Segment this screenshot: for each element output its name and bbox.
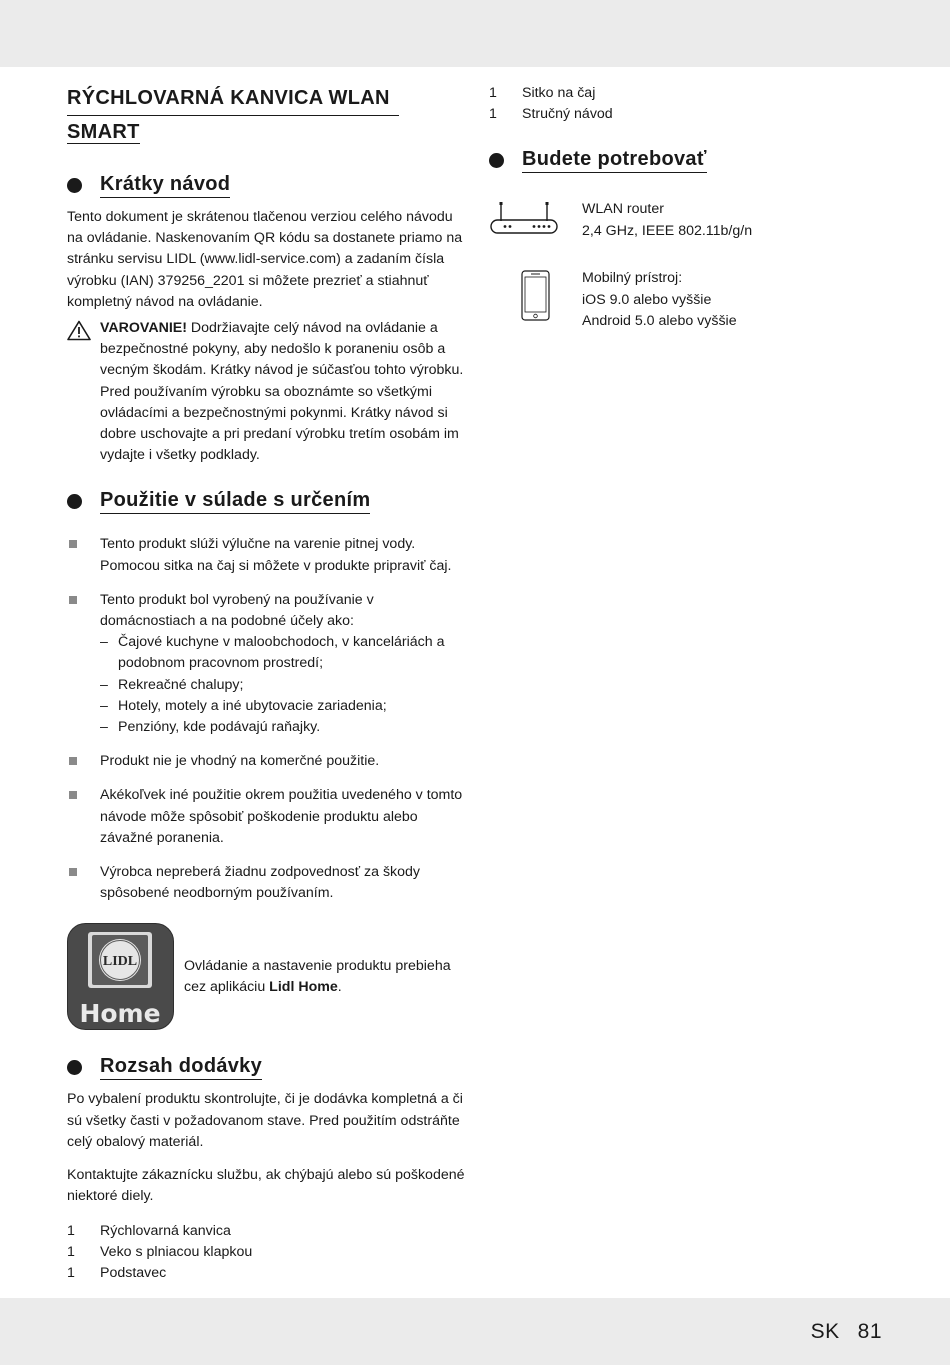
router-icon bbox=[489, 199, 582, 244]
ios-requirement: iOS 9.0 alebo vyššie bbox=[582, 291, 712, 308]
router-label: WLAN router bbox=[582, 201, 664, 218]
page-footer bbox=[811, 1320, 882, 1344]
mobile-requirement bbox=[489, 268, 889, 332]
app-description: Ovládanie a nastavenie produktu prebieha cez aplikáciu Lidl Home. bbox=[184, 957, 451, 995]
dash-item: – Rekreačné chalupy; bbox=[100, 676, 244, 693]
warning-text bbox=[100, 318, 467, 466]
square-bullet-icon bbox=[67, 785, 100, 849]
square-bullet-icon bbox=[67, 534, 100, 576]
document-title-line1: RÝCHLOVARNÁ KANVICA WLAN bbox=[67, 82, 399, 116]
list-item: 1 Veko s plniacou klapkou bbox=[67, 1243, 253, 1260]
warning-block bbox=[67, 318, 467, 466]
app-name: Lidl Home bbox=[269, 978, 338, 995]
footer-band bbox=[0, 1298, 950, 1365]
list-item: Produkt nie je vhodný na komerčné použitie. bbox=[67, 751, 467, 772]
list-item: 1 Rýchlovarná kanvica bbox=[67, 1222, 231, 1239]
warning-label: VAROVANIE! bbox=[100, 320, 187, 337]
language-code: SK bbox=[810, 1320, 840, 1343]
list-item: Akékoľvek iné použitie okrem použitia uvedeného v tomto návode môže spôsobiť poškodenie produktu alebo závažné poranenia. bbox=[67, 785, 467, 849]
document-title bbox=[67, 82, 399, 149]
list-item: 1 Podstavec bbox=[67, 1264, 167, 1281]
lidl-logo-text: LIDL bbox=[102, 954, 138, 970]
dash-item: – Hotely, motely a iné ubytovacie zariadenia; bbox=[100, 697, 387, 714]
list-item: Tento produkt bol vyrobený na používanie v domácnostiach a na podobné účely ako: – Čajové kuchyne v maloobchodoch, v kanceláriách a podobnom pracovnom prostredí; – Rekreačné chalupy; – Hotely, motely a iné ubytovacie zariadenia; – Penzióny, kde podávajú raňajky. bbox=[67, 590, 467, 738]
lidl-home-app-icon bbox=[67, 923, 174, 1030]
delivery-list-continued bbox=[489, 83, 889, 125]
android-requirement: Android 5.0 alebo vyššie bbox=[582, 312, 737, 329]
right-column bbox=[489, 80, 889, 332]
smartphone-icon bbox=[489, 268, 582, 329]
mobile-label: Mobilný prístroj: bbox=[582, 270, 683, 287]
section-title: Krátky návod bbox=[100, 172, 230, 198]
section-title: Budete potrebovať bbox=[522, 147, 707, 173]
dash-item: – Penzióny, kde podávajú raňajky. bbox=[100, 719, 321, 736]
bullet-dot-icon bbox=[67, 1060, 82, 1075]
home-label: Home bbox=[79, 999, 161, 1029]
warning-body: Dodržiavajte celý návod na ovládanie a bezpečnostné pokyny, aby nedošlo k poraneniu osôb a vecným škodám. Krátky návod je súčasťou tohto výrobku. Pred používaním výrobku sa oboznámte so všetkými ovládacími a bezpečnostnými pokynmi. Krátky návod si dobre uschovajte a pri predaní výrobku tretím osobám im vydajte i všetky podklady. bbox=[100, 320, 464, 464]
delivery-list bbox=[67, 1221, 467, 1285]
left-column bbox=[67, 80, 467, 1284]
router-spec: 2,4 GHz, IEEE 802.11b/g/n bbox=[582, 222, 753, 239]
short-guide-intro: Tento dokument je skrátenou tlačenou verziou celého návodu na ovládanie. Naskenovaním QR kódu sa dostanete priamo na stránku servisu LIDL (www.lidl-service.com) a zadaním čísla výrobku (IAN) 379256_2201 si môžete prezrieť a stiahnuť kompletný návod na ovládanie. bbox=[67, 209, 463, 310]
delivery-paragraph-1: Po vybalení produktu skontrolujte, či je dodávka kompletná a či sú všetky časti v požadovanom stave. Pred použitím odstráňte celý obalový materiál. bbox=[67, 1091, 463, 1150]
bullet-dot-icon bbox=[67, 494, 82, 509]
section-title: Použitie v súlade s určením bbox=[100, 488, 370, 514]
bullet-dot-icon bbox=[67, 178, 82, 193]
square-bullet-icon bbox=[67, 751, 100, 772]
lidl-home-app-block bbox=[67, 923, 467, 1030]
page-number: 81 bbox=[857, 1320, 882, 1343]
list-item: 1 Stručný návod bbox=[489, 106, 613, 123]
square-bullet-icon bbox=[67, 590, 100, 738]
section-heading-short-guide bbox=[67, 172, 467, 198]
list-item: 1 Sitko na čaj bbox=[489, 85, 596, 101]
section-heading-needs bbox=[489, 147, 889, 173]
top-band bbox=[0, 0, 950, 67]
dash-item: – Čajové kuchyne v maloobchodoch, v kanceláriách a podobnom pracovnom prostredí; bbox=[100, 634, 445, 672]
list-item: Výrobca nepreberá žiadnu zodpovednosť za škody spôsobené neodborným používaním. bbox=[67, 862, 467, 904]
section-heading-delivery bbox=[67, 1054, 467, 1080]
section-title: Rozsah dodávky bbox=[100, 1054, 262, 1080]
router-requirement bbox=[489, 199, 889, 244]
bullet-dot-icon bbox=[489, 153, 504, 168]
document-title-line2: SMART bbox=[67, 121, 140, 143]
warning-triangle-icon bbox=[67, 318, 100, 466]
list-item: Tento produkt slúži výlučne na varenie pitnej vody. Pomocou sitka na čaj si môžete v produkte pripraviť čaj. bbox=[67, 534, 467, 576]
delivery-paragraph-2: Kontaktujte zákaznícku službu, ak chýbajú alebo sú poškodené niektoré diely. bbox=[67, 1167, 465, 1205]
section-heading-intended-use bbox=[67, 488, 467, 514]
square-bullet-icon bbox=[67, 862, 100, 904]
